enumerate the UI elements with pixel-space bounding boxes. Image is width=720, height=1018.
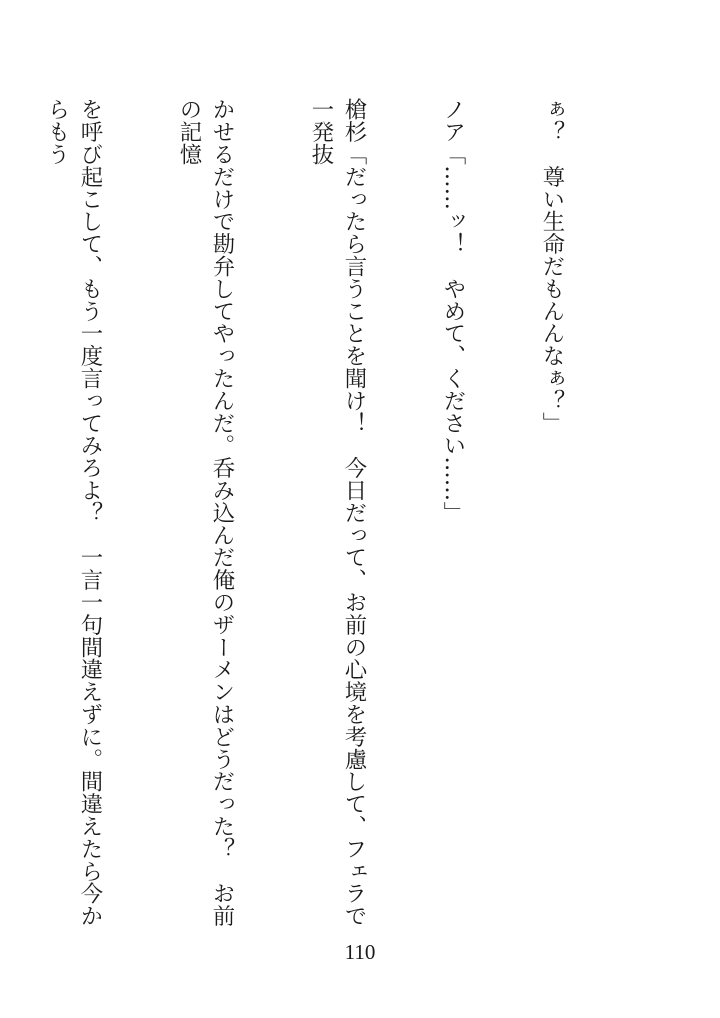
text-line: 槍杉「だったら言うことを聞け！ 今日だって、お前の心境を考慮して、フェラで一発抜 xyxy=(308,98,367,927)
text-line: ノア「……ッ！ やめて、ください……」 xyxy=(440,98,466,524)
vertical-text-body xyxy=(0,98,634,928)
page-number: 110 xyxy=(344,940,376,964)
text-line: ぁ？ 尊い生命だもんんなぁ？」 xyxy=(539,98,565,434)
text-line: かせるだけで勘弁してやったんだ。呑み込んだ俺のザーメンはどうだった？ お前の記憶 xyxy=(176,98,235,927)
text-line: を呼び起こして、もう一度言ってみろよ？ 一言一句間違えずに。間違えたら今からもう xyxy=(44,98,103,927)
